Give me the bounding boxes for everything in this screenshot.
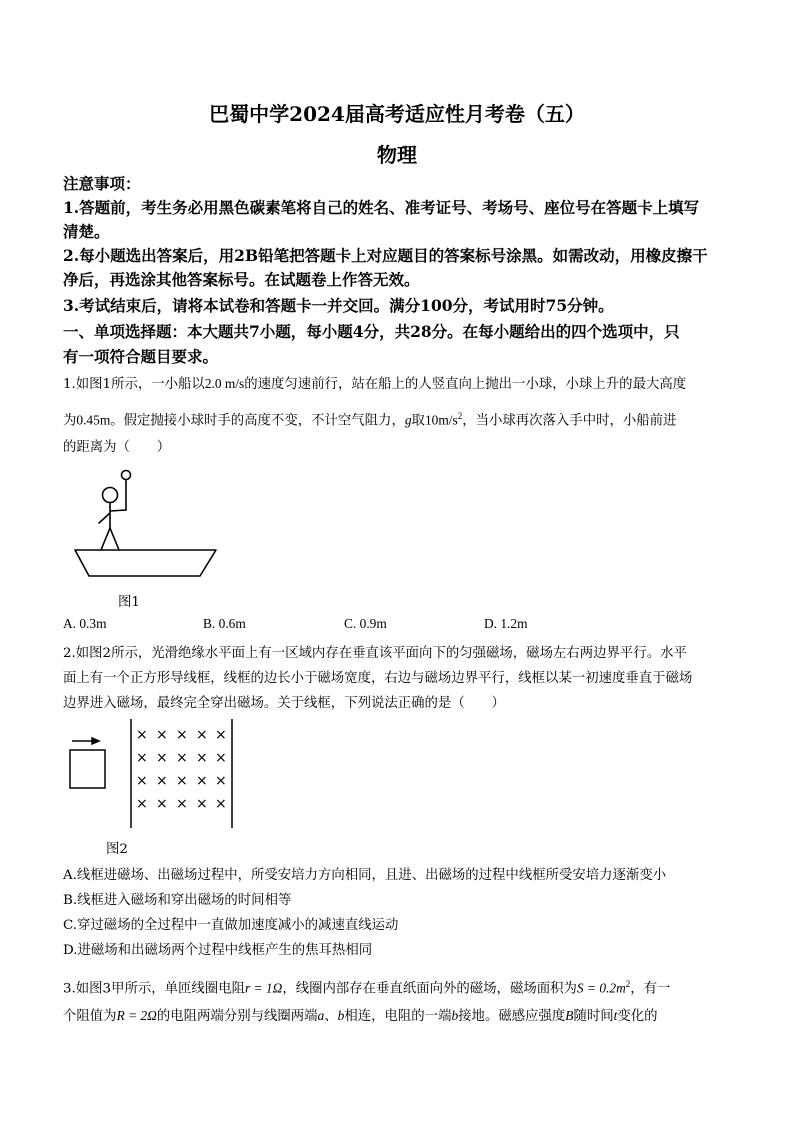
field-cross: × <box>136 796 148 812</box>
section-1-line-1: 一、单项选择题：本大题共7小题，每小题4分，共28分。在每小题给出的四个选项中，只 <box>63 322 680 341</box>
q1-speed: 2.0 m/s <box>204 376 245 391</box>
note-2-line-1: 2.每小题选出答案后，用2B铅笔把答题卡上对应题目的答案标号涂黑。如需改动，用橡皮擦干 <box>63 246 708 265</box>
field-cross: × <box>196 750 208 766</box>
note-1-line-1: 1.答题前，考生务必用黑色碳素笔将自己的姓名、准考证号、考场号、座位号在答题卡上填写 <box>63 198 700 217</box>
field-cross: × <box>156 750 168 766</box>
q2-option-a[interactable]: A.线框进磁场、出磁场过程中，所受安培力方向相同，且进、出磁场的过程中线框所受安培力逐渐变小 <box>63 868 667 883</box>
figure-2-caption: 图2 <box>106 842 128 857</box>
field-cross: × <box>176 773 188 789</box>
q1-line-3: 的距离为（ ） <box>63 440 171 455</box>
section-1-line-2: 有一项符合题目要求。 <box>63 347 219 366</box>
note-3: 3.考试结束后，请将本试卷和答题卡一并交回。满分100分，考试用时75分钟。 <box>63 296 614 315</box>
q1-height: 0.45m <box>76 412 111 428</box>
q2-option-d[interactable]: D.进磁场和出磁场两个过程中线框产生的焦耳热相同 <box>63 943 373 958</box>
field-cross: × <box>136 750 148 766</box>
q1-gravity: 10m/s <box>424 412 458 428</box>
field-cross: × <box>156 796 168 812</box>
field-cross: × <box>176 796 188 812</box>
q2-option-b[interactable]: B.线框进入磁场和穿出磁场的时间相等 <box>63 893 292 908</box>
field-cross: × <box>176 750 188 766</box>
q1-line-1: 1.如图1所示，一小船以2.0 m/s的速度匀速前行，站在船上的人竖直向上抛出一小球，小球上升的最大高度 <box>63 376 687 392</box>
field-cross: × <box>196 796 208 812</box>
field-cross: × <box>215 796 227 812</box>
figure-1-caption: 图1 <box>118 595 140 610</box>
notes-heading: 注意事项： <box>63 174 141 193</box>
field-cross: × <box>156 773 168 789</box>
figure-1-boat-illustration <box>70 466 230 582</box>
q2-option-c[interactable]: C.穿过磁场的全过程中一直做加速度减小的减速直线运动 <box>63 918 399 933</box>
field-cross: × <box>136 727 148 743</box>
q2-line-2: 面上有一个正方形导线框，线框的边长小于磁场宽度，右边与磁场边界平行，线框以某一初速度垂直于磁场 <box>63 671 693 686</box>
exam-title: 巴蜀中学2024届高考适应性月考卷（五） <box>209 102 585 126</box>
field-cross: × <box>215 727 227 743</box>
field-cross: × <box>196 727 208 743</box>
q3-internal-resistance: r = 1Ω <box>244 980 283 996</box>
note-1-line-2: 清楚。 <box>63 222 110 241</box>
q1-option-b[interactable]: B. 0.6m <box>203 616 246 631</box>
field-cross: × <box>215 750 227 766</box>
q1-option-a[interactable]: A. 0.3m <box>63 616 107 631</box>
q3-line-1: 3.如图3甲所示，单匝线圈电阻r = 1Ω，线圈内部存在垂直纸面向外的磁场，磁场面积为$S = 0.2m^2$，有一 <box>63 979 671 997</box>
field-cross: × <box>136 773 148 789</box>
field-cross: × <box>196 773 208 789</box>
note-2-line-2: 净后，再选涂其他答案标号。在试题卷上作答无效。 <box>63 270 420 289</box>
q1-line-2: 为0.45m。假定抛接小球时手的高度不变，不计空气阻力，g取$10m/s^2$，当小球再次落入手中时，小船前进 <box>63 411 677 429</box>
field-cross: × <box>176 727 188 743</box>
q2-line-3: 边界进入磁场，最终完全穿出磁场。关于线框，下列说法正确的是（ ） <box>63 696 505 711</box>
q1-option-d[interactable]: D. 1.2m <box>484 616 528 631</box>
q3-line-2: 个阻值为R = 2Ω的电阻两端分别与线圈两端a、b相连，电阻的一端b接地。磁感应强度B随时间t变化的 <box>63 1008 658 1024</box>
q1-option-c[interactable]: C. 0.9m <box>344 616 387 631</box>
q2-line-1: 2.如图2所示，光滑绝缘水平面上有一区域内存在垂直该平面向下的匀强磁场，磁场左右两边界平行。水平 <box>63 646 687 661</box>
subject-title: 物理 <box>377 143 417 167</box>
q3-resistor: R = 2Ω <box>116 1008 157 1023</box>
field-cross: × <box>156 727 168 743</box>
field-cross: × <box>215 773 227 789</box>
q3-area: S = 0.2m <box>576 980 626 996</box>
